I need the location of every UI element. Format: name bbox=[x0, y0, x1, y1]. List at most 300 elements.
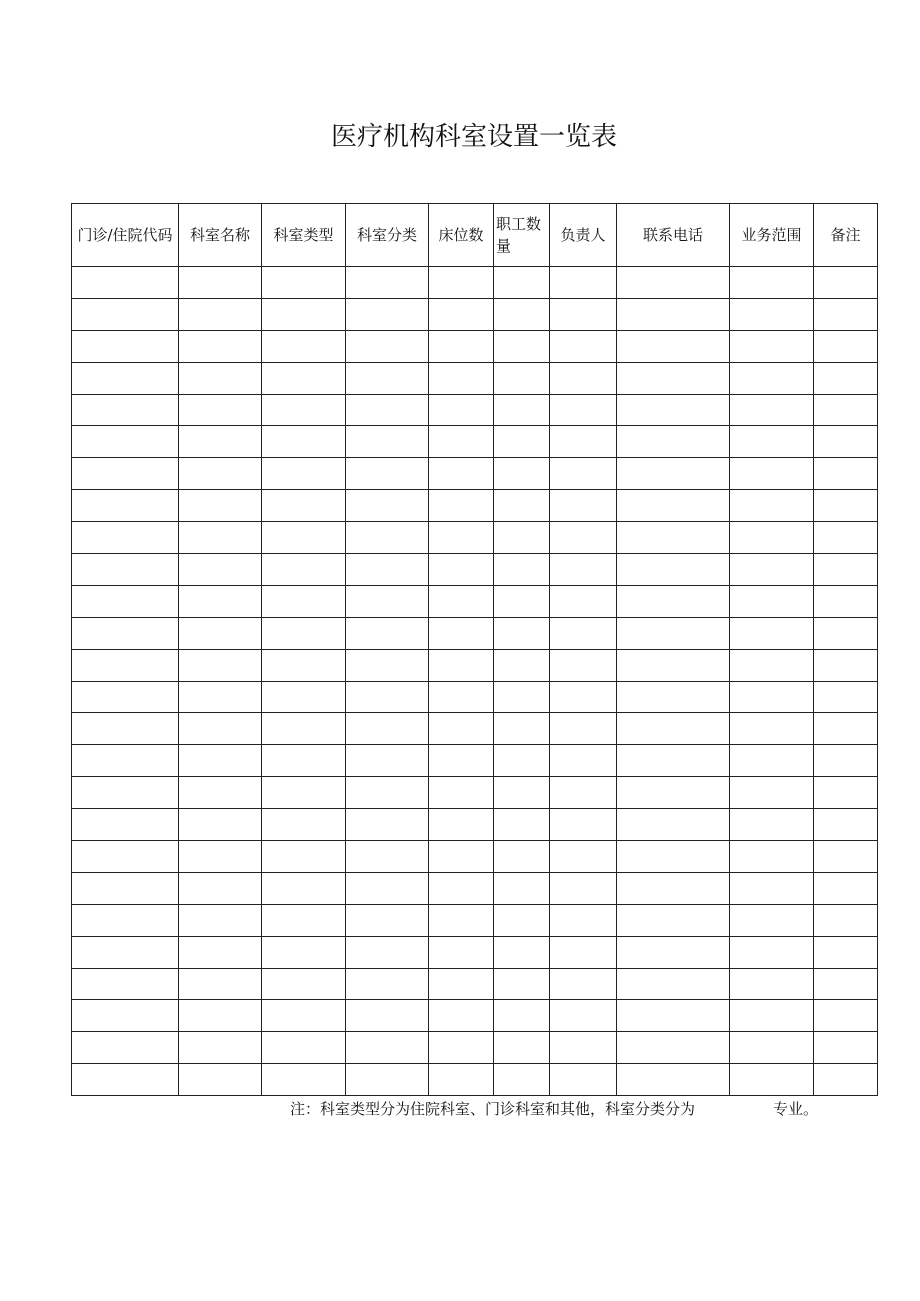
table-cell[interactable] bbox=[346, 267, 429, 299]
table-cell[interactable] bbox=[179, 298, 262, 330]
table-cell[interactable] bbox=[346, 809, 429, 841]
table-cell[interactable] bbox=[179, 490, 262, 522]
table-cell[interactable] bbox=[346, 362, 429, 394]
table-cell[interactable] bbox=[617, 458, 730, 490]
table-cell[interactable] bbox=[429, 554, 494, 586]
table-cell[interactable] bbox=[72, 1000, 179, 1032]
table-cell[interactable] bbox=[730, 713, 814, 745]
table-cell[interactable] bbox=[346, 1064, 429, 1096]
table-cell[interactable] bbox=[179, 1032, 262, 1064]
table-cell[interactable] bbox=[262, 968, 346, 1000]
table-cell[interactable] bbox=[179, 1064, 262, 1096]
table-cell[interactable] bbox=[346, 777, 429, 809]
table-cell[interactable] bbox=[550, 809, 617, 841]
table-cell[interactable] bbox=[72, 617, 179, 649]
table-cell[interactable] bbox=[730, 1032, 814, 1064]
table-cell[interactable] bbox=[814, 1000, 878, 1032]
table-row bbox=[72, 298, 878, 330]
table-cell[interactable] bbox=[262, 745, 346, 777]
table-cell[interactable] bbox=[730, 394, 814, 426]
table-header-row bbox=[72, 204, 878, 267]
table-row bbox=[72, 841, 878, 873]
table-row bbox=[72, 777, 878, 809]
table-cell[interactable] bbox=[550, 585, 617, 617]
table-cell[interactable] bbox=[550, 1064, 617, 1096]
table-cell[interactable] bbox=[262, 1000, 346, 1032]
table-cell[interactable] bbox=[72, 522, 179, 554]
header-dept-type: 科室类型 bbox=[262, 204, 346, 267]
table-cell[interactable] bbox=[730, 1064, 814, 1096]
table-cell[interactable] bbox=[346, 522, 429, 554]
table-cell[interactable] bbox=[429, 267, 494, 299]
table-cell[interactable] bbox=[730, 585, 814, 617]
table-cell[interactable] bbox=[617, 968, 730, 1000]
table-cell[interactable] bbox=[72, 1032, 179, 1064]
header-phone: 联系电话 bbox=[617, 204, 730, 267]
table-body bbox=[72, 267, 878, 1096]
table-cell[interactable] bbox=[262, 1032, 346, 1064]
table-row bbox=[72, 745, 878, 777]
table-cell[interactable] bbox=[814, 426, 878, 458]
table-row bbox=[72, 1064, 878, 1096]
table-cell[interactable] bbox=[494, 1000, 550, 1032]
table-cell[interactable] bbox=[429, 936, 494, 968]
table-cell[interactable] bbox=[730, 330, 814, 362]
table-cell[interactable] bbox=[262, 649, 346, 681]
table-cell[interactable] bbox=[429, 490, 494, 522]
table-cell[interactable] bbox=[494, 777, 550, 809]
table-cell[interactable] bbox=[72, 394, 179, 426]
table-cell[interactable] bbox=[617, 745, 730, 777]
table-cell[interactable] bbox=[730, 681, 814, 713]
table-cell[interactable] bbox=[730, 298, 814, 330]
table-cell[interactable] bbox=[346, 330, 429, 362]
table-cell[interactable] bbox=[72, 458, 179, 490]
table-cell[interactable] bbox=[617, 809, 730, 841]
table-row bbox=[72, 426, 878, 458]
table-cell[interactable] bbox=[72, 841, 179, 873]
table-cell[interactable] bbox=[346, 872, 429, 904]
table-cell[interactable] bbox=[262, 681, 346, 713]
table-cell[interactable] bbox=[262, 713, 346, 745]
table-cell[interactable] bbox=[814, 841, 878, 873]
header-dept-category: 科室分类 bbox=[346, 204, 429, 267]
table-cell[interactable] bbox=[814, 330, 878, 362]
table-cell[interactable] bbox=[730, 522, 814, 554]
table-cell[interactable] bbox=[262, 554, 346, 586]
table-cell[interactable] bbox=[814, 298, 878, 330]
table-cell[interactable] bbox=[429, 522, 494, 554]
table-cell[interactable] bbox=[179, 841, 262, 873]
table-cell[interactable] bbox=[72, 745, 179, 777]
table-cell[interactable] bbox=[550, 298, 617, 330]
table-cell[interactable] bbox=[617, 490, 730, 522]
page-title: 医疗机构科室设置一览表 bbox=[330, 122, 617, 152]
table-cell[interactable] bbox=[730, 362, 814, 394]
table-row bbox=[72, 585, 878, 617]
table-cell[interactable] bbox=[730, 426, 814, 458]
table-cell[interactable] bbox=[550, 841, 617, 873]
table-cell[interactable] bbox=[730, 458, 814, 490]
table-cell[interactable] bbox=[550, 681, 617, 713]
header-remarks: 备注 bbox=[814, 204, 878, 267]
table-cell[interactable] bbox=[814, 362, 878, 394]
table-cell[interactable] bbox=[179, 267, 262, 299]
table-cell[interactable] bbox=[346, 841, 429, 873]
table-cell[interactable] bbox=[617, 681, 730, 713]
table-cell[interactable] bbox=[346, 936, 429, 968]
table-cell[interactable] bbox=[550, 617, 617, 649]
table-cell[interactable] bbox=[814, 904, 878, 936]
table-cell[interactable] bbox=[429, 681, 494, 713]
table-cell[interactable] bbox=[429, 394, 494, 426]
table-cell[interactable] bbox=[72, 809, 179, 841]
table-cell[interactable] bbox=[617, 649, 730, 681]
table-cell[interactable] bbox=[617, 298, 730, 330]
table-cell[interactable] bbox=[617, 872, 730, 904]
table-cell[interactable] bbox=[72, 554, 179, 586]
table-cell[interactable] bbox=[494, 490, 550, 522]
table-cell[interactable] bbox=[179, 968, 262, 1000]
table-cell[interactable] bbox=[429, 585, 494, 617]
footnote bbox=[290, 1098, 880, 1119]
table-cell[interactable] bbox=[346, 298, 429, 330]
table-cell[interactable] bbox=[617, 713, 730, 745]
table-cell[interactable] bbox=[346, 649, 429, 681]
table-cell[interactable] bbox=[814, 267, 878, 299]
table-cell[interactable] bbox=[262, 777, 346, 809]
header-dept-name: 科室名称 bbox=[179, 204, 262, 267]
table-cell[interactable] bbox=[346, 554, 429, 586]
table-cell[interactable] bbox=[494, 585, 550, 617]
table-cell[interactable] bbox=[730, 936, 814, 968]
table-cell[interactable] bbox=[179, 426, 262, 458]
department-table bbox=[71, 203, 878, 1096]
header-bed-count: 床位数 bbox=[429, 204, 494, 267]
table-row bbox=[72, 713, 878, 745]
table-cell[interactable] bbox=[262, 267, 346, 299]
table-cell[interactable] bbox=[814, 936, 878, 968]
table-cell[interactable] bbox=[617, 1064, 730, 1096]
table-cell[interactable] bbox=[814, 681, 878, 713]
table-cell[interactable] bbox=[179, 522, 262, 554]
table-row bbox=[72, 362, 878, 394]
table-cell[interactable] bbox=[814, 872, 878, 904]
table-cell[interactable] bbox=[429, 745, 494, 777]
table-cell[interactable] bbox=[179, 872, 262, 904]
table-cell[interactable] bbox=[346, 1000, 429, 1032]
table-cell[interactable] bbox=[550, 745, 617, 777]
table-cell[interactable] bbox=[429, 713, 494, 745]
table-cell[interactable] bbox=[730, 777, 814, 809]
table-cell[interactable] bbox=[617, 554, 730, 586]
table-cell[interactable] bbox=[429, 809, 494, 841]
table-row bbox=[72, 554, 878, 586]
table-cell[interactable] bbox=[814, 968, 878, 1000]
table-cell[interactable] bbox=[730, 809, 814, 841]
table-cell[interactable] bbox=[617, 394, 730, 426]
table-cell[interactable] bbox=[617, 1032, 730, 1064]
table-cell[interactable] bbox=[72, 267, 179, 299]
table-cell[interactable] bbox=[429, 617, 494, 649]
table-cell[interactable] bbox=[346, 458, 429, 490]
table-cell[interactable] bbox=[494, 1064, 550, 1096]
table-cell[interactable] bbox=[814, 522, 878, 554]
table-cell[interactable] bbox=[72, 777, 179, 809]
table-cell[interactable] bbox=[494, 426, 550, 458]
table-row bbox=[72, 490, 878, 522]
table-row bbox=[72, 1000, 878, 1032]
table-cell[interactable] bbox=[262, 841, 346, 873]
table-cell[interactable] bbox=[179, 458, 262, 490]
header-business-scope: 业务范围 bbox=[730, 204, 814, 267]
table-cell[interactable] bbox=[550, 1032, 617, 1064]
table-cell[interactable] bbox=[550, 1000, 617, 1032]
table-cell[interactable] bbox=[814, 777, 878, 809]
table-cell[interactable] bbox=[617, 585, 730, 617]
table-cell[interactable] bbox=[72, 649, 179, 681]
table-cell[interactable] bbox=[262, 872, 346, 904]
table-cell[interactable] bbox=[346, 1032, 429, 1064]
table-cell[interactable] bbox=[550, 490, 617, 522]
table-cell[interactable] bbox=[429, 426, 494, 458]
table-cell[interactable] bbox=[429, 777, 494, 809]
table-cell[interactable] bbox=[262, 617, 346, 649]
table-cell[interactable] bbox=[730, 904, 814, 936]
footnote-end: 专业。 bbox=[773, 1100, 819, 1118]
table-cell[interactable] bbox=[730, 267, 814, 299]
table-cell[interactable] bbox=[179, 681, 262, 713]
table-cell[interactable] bbox=[814, 713, 878, 745]
table-cell[interactable] bbox=[72, 1064, 179, 1096]
table-cell[interactable] bbox=[72, 490, 179, 522]
table-cell[interactable] bbox=[179, 649, 262, 681]
table-cell[interactable] bbox=[550, 522, 617, 554]
table-cell[interactable] bbox=[72, 426, 179, 458]
table-cell[interactable] bbox=[617, 936, 730, 968]
table-cell[interactable] bbox=[730, 649, 814, 681]
table-cell[interactable] bbox=[814, 554, 878, 586]
table-cell[interactable] bbox=[346, 968, 429, 1000]
table-row bbox=[72, 267, 878, 299]
table-cell[interactable] bbox=[814, 458, 878, 490]
table-cell[interactable] bbox=[550, 649, 617, 681]
table-cell[interactable] bbox=[346, 617, 429, 649]
table-cell[interactable] bbox=[262, 1064, 346, 1096]
table-cell[interactable] bbox=[72, 713, 179, 745]
table-cell[interactable] bbox=[550, 267, 617, 299]
table-cell[interactable] bbox=[262, 936, 346, 968]
table-cell[interactable] bbox=[262, 904, 346, 936]
table-cell[interactable] bbox=[550, 713, 617, 745]
table-cell[interactable] bbox=[550, 362, 617, 394]
table-cell[interactable] bbox=[429, 330, 494, 362]
header-person-in-charge: 负责人 bbox=[550, 204, 617, 267]
table-cell[interactable] bbox=[494, 649, 550, 681]
table-cell[interactable] bbox=[72, 904, 179, 936]
table-cell[interactable] bbox=[494, 1032, 550, 1064]
table-cell[interactable] bbox=[179, 1000, 262, 1032]
table-row bbox=[72, 522, 878, 554]
table-cell[interactable] bbox=[494, 554, 550, 586]
table-cell[interactable] bbox=[179, 617, 262, 649]
table-cell[interactable] bbox=[179, 362, 262, 394]
table-cell[interactable] bbox=[262, 330, 346, 362]
table-cell[interactable] bbox=[617, 904, 730, 936]
table-cell[interactable] bbox=[494, 298, 550, 330]
table-cell[interactable] bbox=[72, 936, 179, 968]
table-cell[interactable] bbox=[494, 872, 550, 904]
table-cell[interactable] bbox=[550, 936, 617, 968]
table-cell[interactable] bbox=[262, 426, 346, 458]
table-row bbox=[72, 1032, 878, 1064]
table-cell[interactable] bbox=[179, 330, 262, 362]
table-cell[interactable] bbox=[494, 968, 550, 1000]
table-cell[interactable] bbox=[814, 1032, 878, 1064]
table-cell[interactable] bbox=[429, 362, 494, 394]
table-cell[interactable] bbox=[617, 522, 730, 554]
table-cell[interactable] bbox=[429, 458, 494, 490]
table-cell[interactable] bbox=[550, 968, 617, 1000]
table-cell[interactable] bbox=[262, 394, 346, 426]
table-cell[interactable] bbox=[550, 777, 617, 809]
table-cell[interactable] bbox=[346, 490, 429, 522]
table-cell[interactable] bbox=[72, 362, 179, 394]
table-cell[interactable] bbox=[262, 298, 346, 330]
table-cell[interactable] bbox=[617, 330, 730, 362]
table-row bbox=[72, 936, 878, 968]
table-cell[interactable] bbox=[814, 585, 878, 617]
table-cell[interactable] bbox=[262, 585, 346, 617]
table-cell[interactable] bbox=[494, 841, 550, 873]
table-cell[interactable] bbox=[179, 904, 262, 936]
table-cell[interactable] bbox=[730, 617, 814, 649]
table-cell[interactable] bbox=[494, 617, 550, 649]
table-cell[interactable] bbox=[550, 872, 617, 904]
table-cell[interactable] bbox=[429, 1032, 494, 1064]
table-cell[interactable] bbox=[550, 458, 617, 490]
table-cell[interactable] bbox=[72, 968, 179, 1000]
table-cell[interactable] bbox=[617, 841, 730, 873]
table-cell[interactable] bbox=[617, 362, 730, 394]
table-cell[interactable] bbox=[262, 490, 346, 522]
table-cell[interactable] bbox=[494, 809, 550, 841]
table-cell[interactable] bbox=[494, 330, 550, 362]
table-cell[interactable] bbox=[429, 298, 494, 330]
table-cell[interactable] bbox=[730, 554, 814, 586]
table-cell[interactable] bbox=[346, 426, 429, 458]
table-cell[interactable] bbox=[730, 490, 814, 522]
header-code: 门诊/住院代码 bbox=[72, 204, 179, 267]
table-cell[interactable] bbox=[179, 713, 262, 745]
table-cell[interactable] bbox=[814, 745, 878, 777]
table-row bbox=[72, 968, 878, 1000]
table-cell[interactable] bbox=[346, 713, 429, 745]
table-row bbox=[72, 872, 878, 904]
table-cell[interactable] bbox=[429, 968, 494, 1000]
table-cell[interactable] bbox=[179, 777, 262, 809]
table-cell[interactable] bbox=[429, 649, 494, 681]
table-cell[interactable] bbox=[494, 522, 550, 554]
table-cell[interactable] bbox=[179, 936, 262, 968]
table-cell[interactable] bbox=[346, 394, 429, 426]
table-cell[interactable] bbox=[730, 841, 814, 873]
table-row bbox=[72, 330, 878, 362]
table-cell[interactable] bbox=[179, 809, 262, 841]
table-cell[interactable] bbox=[494, 362, 550, 394]
table-cell[interactable] bbox=[429, 1000, 494, 1032]
table-cell[interactable] bbox=[730, 872, 814, 904]
table-cell[interactable] bbox=[494, 394, 550, 426]
table-cell[interactable] bbox=[179, 394, 262, 426]
table-cell[interactable] bbox=[72, 681, 179, 713]
table-cell[interactable] bbox=[617, 617, 730, 649]
table-cell[interactable] bbox=[550, 394, 617, 426]
table-cell[interactable] bbox=[429, 872, 494, 904]
table-cell[interactable] bbox=[550, 426, 617, 458]
table-cell[interactable] bbox=[617, 426, 730, 458]
table-row bbox=[72, 458, 878, 490]
table-cell[interactable] bbox=[262, 522, 346, 554]
table-cell[interactable] bbox=[346, 904, 429, 936]
table-cell[interactable] bbox=[494, 458, 550, 490]
table-cell[interactable] bbox=[346, 745, 429, 777]
table-cell[interactable] bbox=[494, 681, 550, 713]
table-cell[interactable] bbox=[346, 681, 429, 713]
table-row bbox=[72, 617, 878, 649]
table-cell[interactable] bbox=[262, 458, 346, 490]
table-cell[interactable] bbox=[262, 362, 346, 394]
table-cell[interactable] bbox=[814, 490, 878, 522]
table-cell[interactable] bbox=[494, 713, 550, 745]
table-row bbox=[72, 649, 878, 681]
table-cell[interactable] bbox=[550, 330, 617, 362]
table-cell[interactable] bbox=[730, 1000, 814, 1032]
table-cell[interactable] bbox=[494, 936, 550, 968]
table-cell[interactable] bbox=[814, 1064, 878, 1096]
table-cell[interactable] bbox=[494, 904, 550, 936]
table-cell[interactable] bbox=[346, 585, 429, 617]
table-cell[interactable] bbox=[730, 745, 814, 777]
table-cell[interactable] bbox=[179, 745, 262, 777]
table-cell[interactable] bbox=[814, 394, 878, 426]
table-cell[interactable] bbox=[179, 585, 262, 617]
table-cell[interactable] bbox=[494, 267, 550, 299]
table-cell[interactable] bbox=[814, 809, 878, 841]
table-cell[interactable] bbox=[72, 330, 179, 362]
table-cell[interactable] bbox=[617, 1000, 730, 1032]
table-row bbox=[72, 681, 878, 713]
table-cell[interactable] bbox=[730, 968, 814, 1000]
table-cell[interactable] bbox=[72, 298, 179, 330]
table-cell[interactable] bbox=[814, 649, 878, 681]
table-row bbox=[72, 394, 878, 426]
table-cell[interactable] bbox=[429, 1064, 494, 1096]
table-cell[interactable] bbox=[262, 809, 346, 841]
table-cell[interactable] bbox=[72, 872, 179, 904]
table-cell[interactable] bbox=[429, 904, 494, 936]
table-cell[interactable] bbox=[617, 777, 730, 809]
table-row bbox=[72, 809, 878, 841]
table-cell[interactable] bbox=[494, 745, 550, 777]
table-cell[interactable] bbox=[72, 585, 179, 617]
table-cell[interactable] bbox=[617, 267, 730, 299]
table-cell[interactable] bbox=[550, 904, 617, 936]
table-cell[interactable] bbox=[550, 554, 617, 586]
table-cell[interactable] bbox=[814, 617, 878, 649]
table-cell[interactable] bbox=[179, 554, 262, 586]
table-cell[interactable] bbox=[429, 841, 494, 873]
